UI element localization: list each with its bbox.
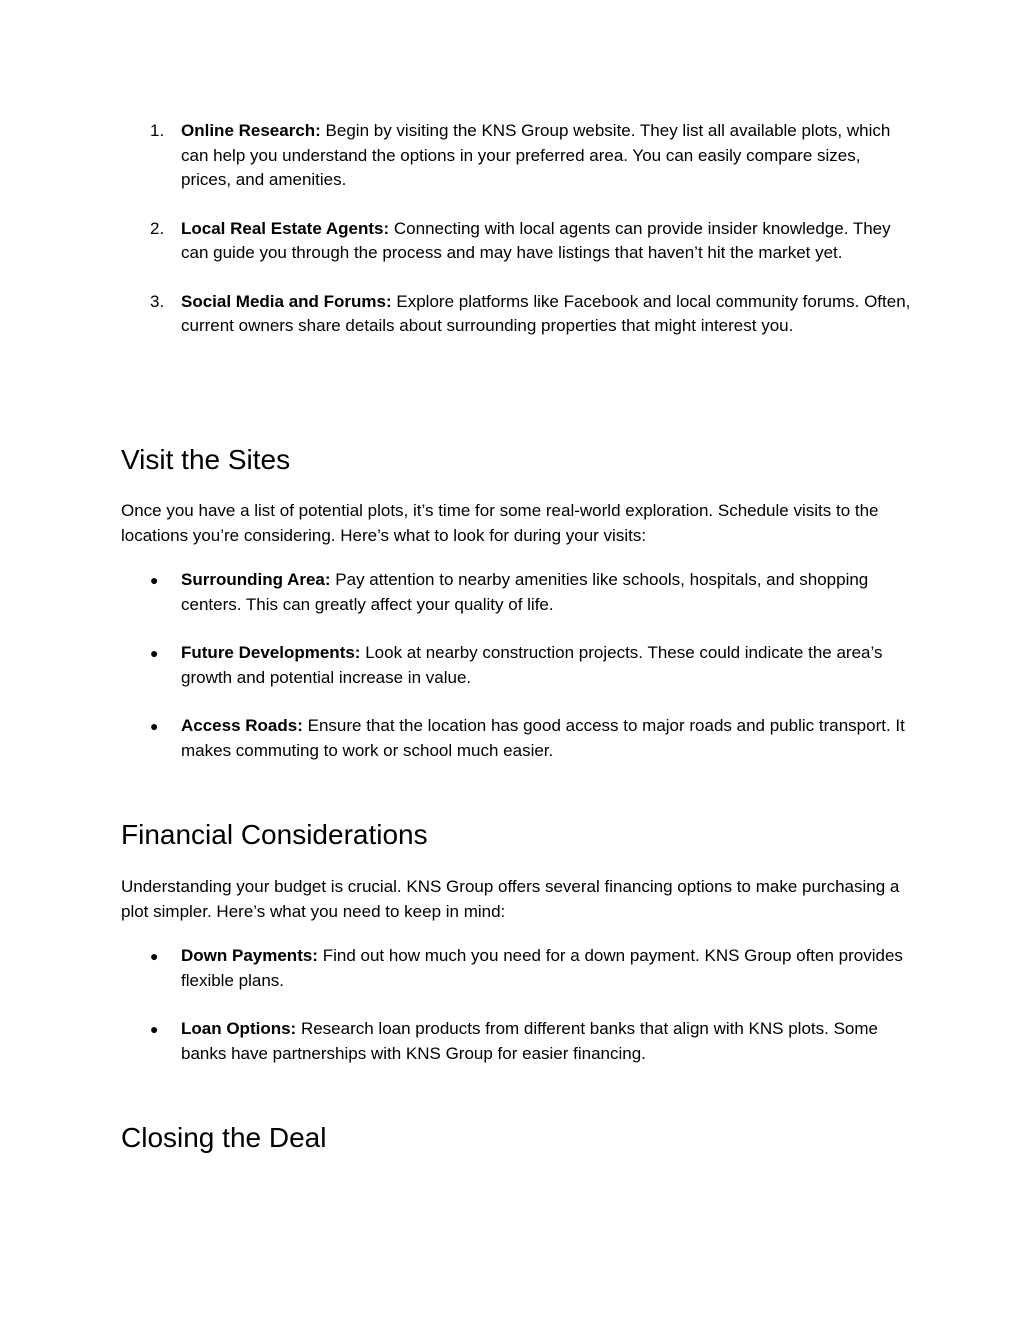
list-item-text: Research loan products from different banks that align with KNS plots. Some banks have partnerships with KNS Group for easier financing. — [181, 1019, 878, 1063]
list-item-content — [181, 290, 911, 339]
section-heading-visit-sites: Visit the Sites — [121, 444, 291, 475]
list-item-content — [181, 1017, 911, 1066]
bullet-icon: ● — [150, 645, 159, 661]
list-item-text: Connecting with local agents can provide insider knowledge. They can guide you through the process and may have listings that haven’t hit the market yet. — [181, 218, 891, 262]
list-item-access-roads — [0, 714, 1024, 763]
list-item-loan-options — [0, 1017, 1024, 1066]
list-item-content — [181, 217, 911, 266]
list-item-text: Look at nearby construction projects. These could indicate the area’s growth and potential increase in value. — [181, 643, 883, 687]
list-item-online-research — [0, 119, 1024, 193]
list-item-lead: Surrounding Area: — [181, 570, 331, 589]
list-item-down-payments — [0, 944, 1024, 993]
list-item-content — [181, 714, 911, 763]
financial-intro: Understanding your budget is crucial. KNS Group offers several financing options to make purchasing a plot simpler. Here’s what you need to keep in mind: — [121, 877, 900, 921]
list-item-text: Explore platforms like Facebook and local community forums. Often, current owners share details about surrounding properties that might interest you. — [181, 291, 911, 335]
list-item-surrounding-area — [0, 568, 1024, 617]
section-heading-financial: Financial Considerations — [121, 819, 428, 850]
list-item-lead: Loan Options: — [181, 1019, 297, 1038]
list-item-social-media — [0, 290, 1024, 339]
list-item-content — [181, 641, 911, 690]
list-item-text: Find out how much you need for a down payment. KNS Group often provides flexible plans. — [181, 946, 903, 990]
list-item-lead: Online Research: — [181, 121, 321, 140]
visit-sites-list — [0, 568, 1024, 787]
list-item-text: Pay attention to nearby amenities like schools, hospitals, and shopping centers. This can greatly affect your quality of life. — [181, 570, 869, 614]
list-item-future-developments — [0, 641, 1024, 690]
list-item-lead: Local Real Estate Agents: — [181, 218, 390, 238]
list-number: 2. — [150, 218, 165, 238]
list-number: 1. — [150, 121, 165, 140]
list-number: 3. — [150, 291, 165, 311]
list-item-content — [181, 119, 911, 193]
list-item-lead: Down Payments: — [181, 946, 318, 965]
list-item-text: Ensure that the location has good access to major roads and public transport. It makes commuting to work or school much easier. — [181, 716, 905, 760]
bullet-icon: ● — [150, 572, 159, 588]
list-item-lead: Access Roads: — [181, 716, 303, 735]
visit-sites-intro: Once you have a list of potential plots, it’s time for some real-world exploration. Schedule visits to the locations you’re considering. Here’s what to look for during your visits: — [121, 501, 879, 545]
research-methods-list — [0, 119, 1024, 363]
bullet-icon: ● — [150, 1021, 159, 1037]
list-item-text: Begin by visiting the KNS Group website. They list all available plots, which can help you understand the options in your preferred area. You can easily compare sizes, prices, and amenities. — [181, 121, 891, 189]
financial-list — [0, 944, 1024, 1090]
list-item-lead: Future Developments: — [181, 643, 361, 662]
bullet-icon: ● — [150, 948, 159, 964]
bullet-icon: ● — [150, 718, 159, 734]
list-item-content — [181, 568, 911, 617]
section-heading-closing: Closing the Deal — [121, 1122, 327, 1153]
list-item-content — [181, 944, 911, 993]
list-item-lead: Social Media and Forums: — [181, 291, 392, 311]
list-item-local-agents — [0, 217, 1024, 266]
